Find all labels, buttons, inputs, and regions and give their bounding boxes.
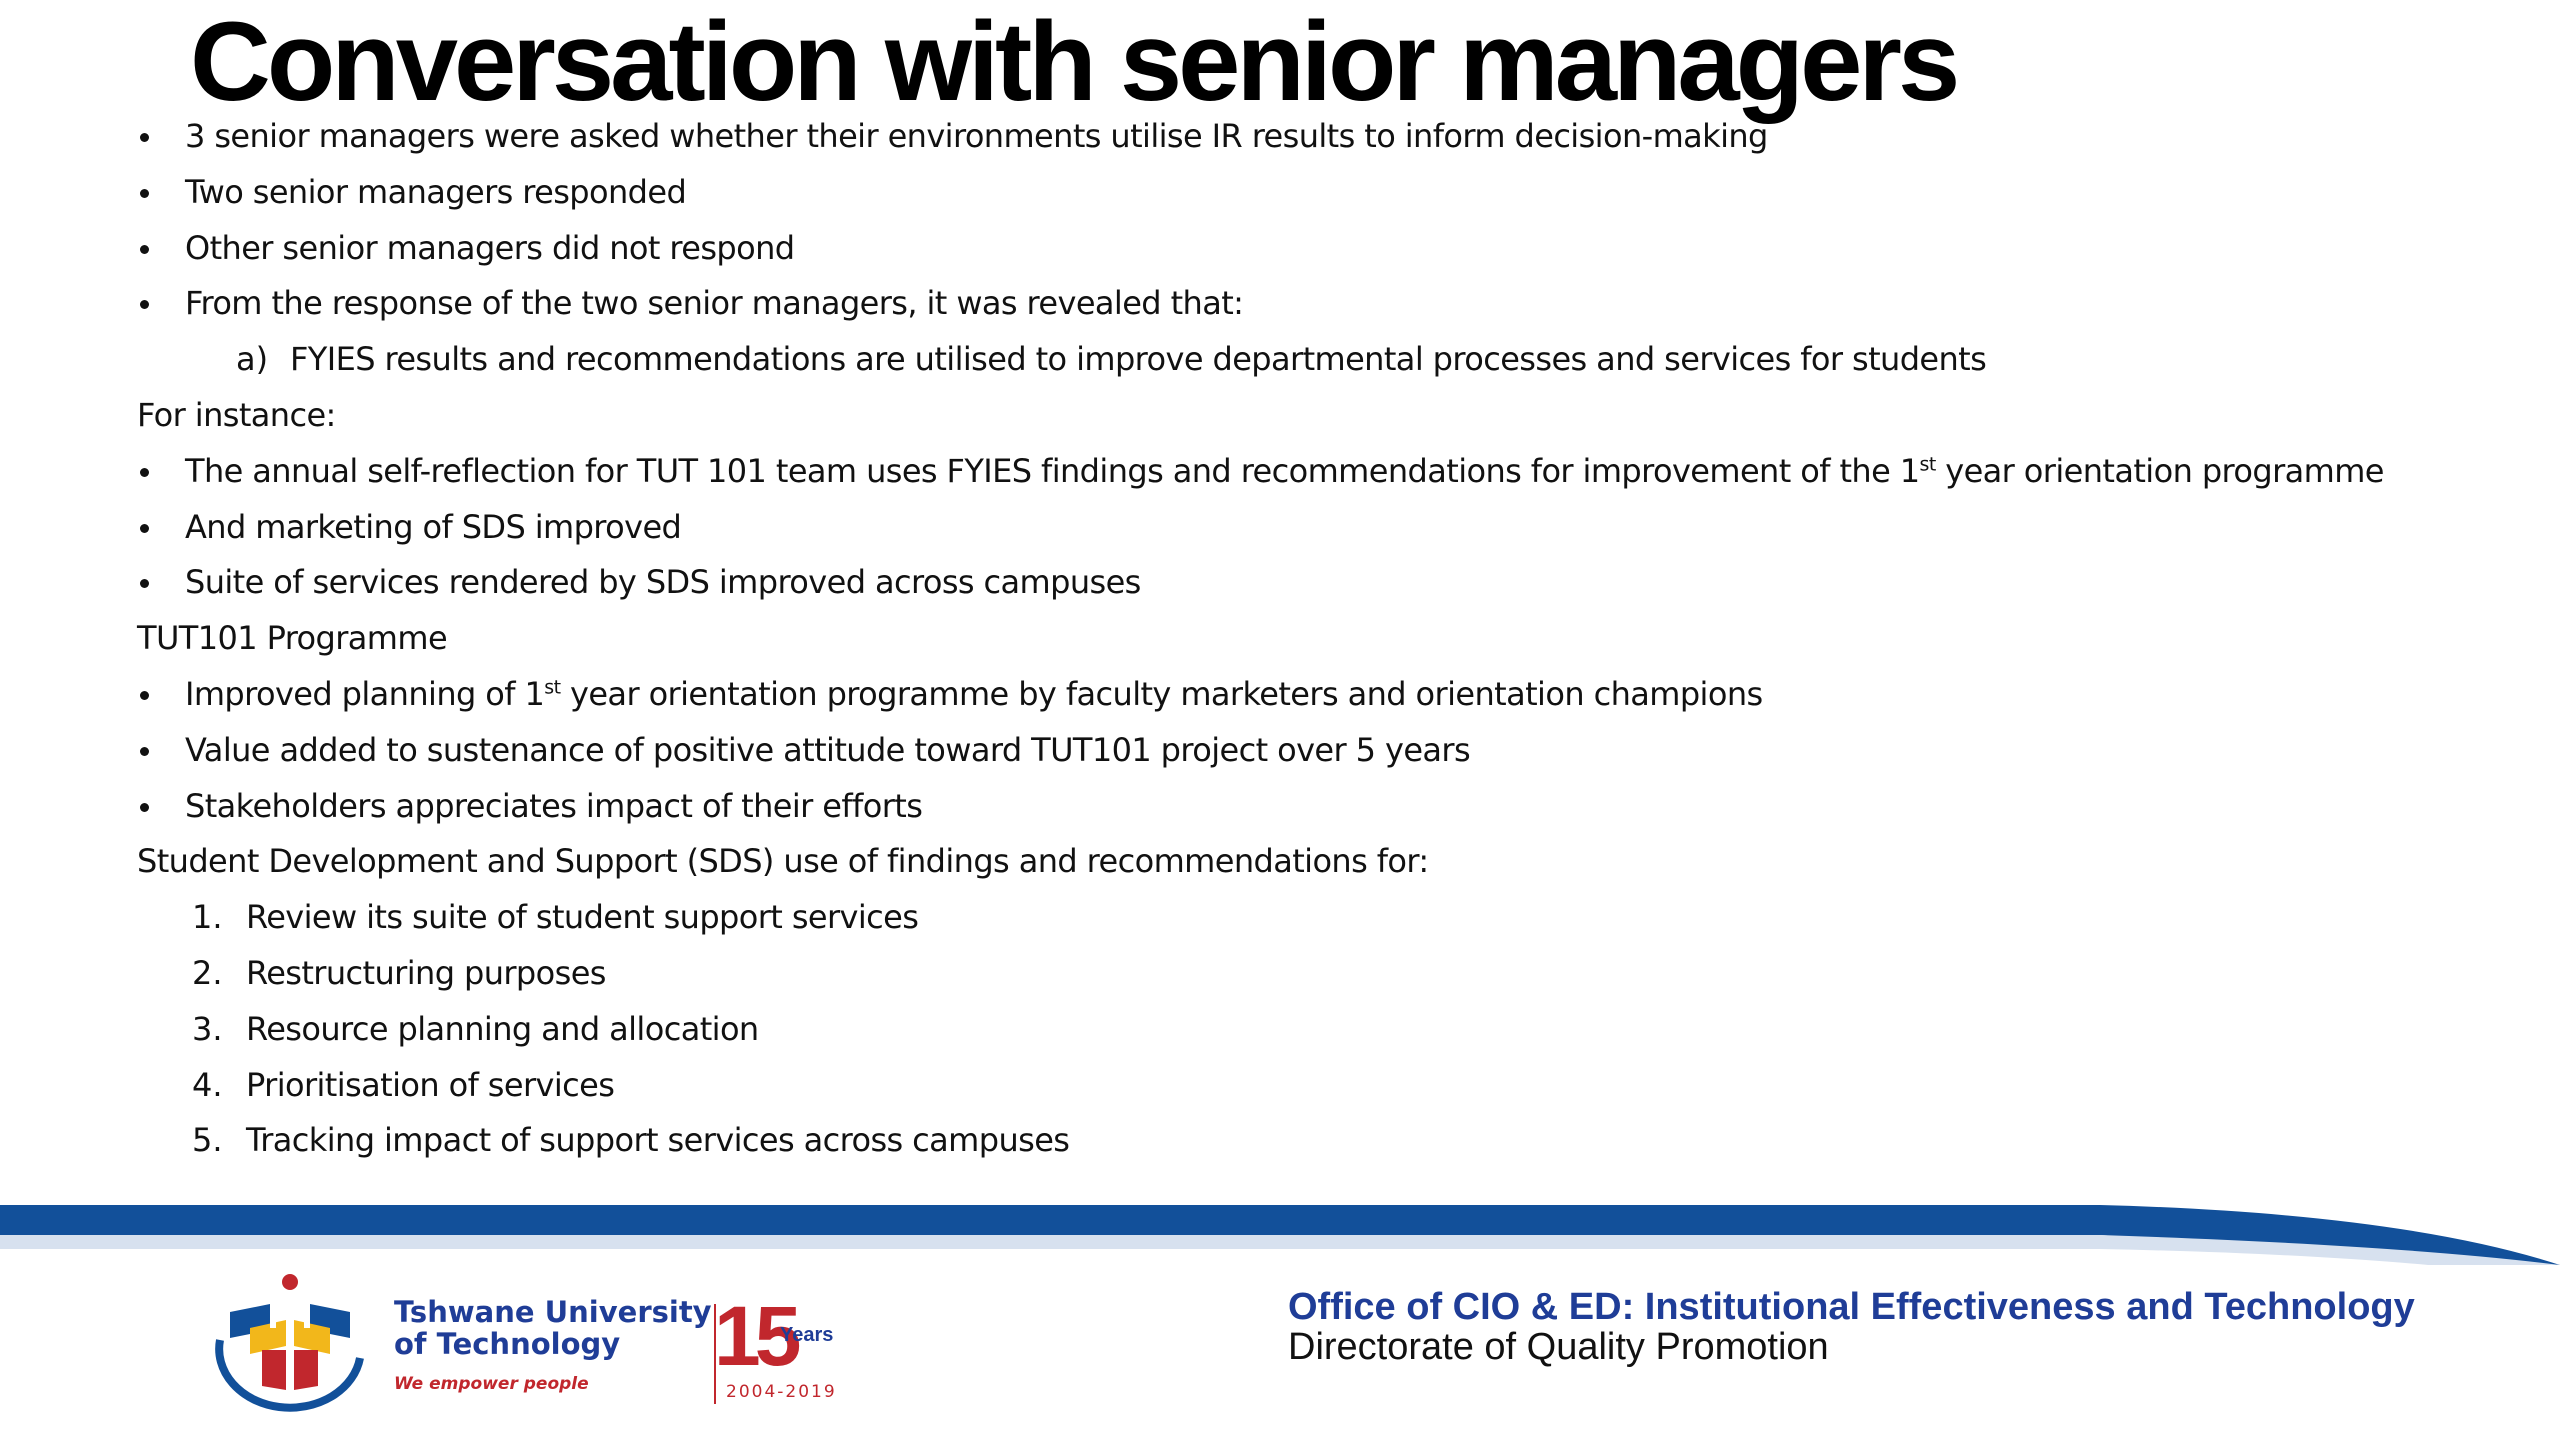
list-item-main-text: Tracking impact of support services across campuses (246, 1121, 1070, 1159)
list-item-text (246, 1120, 1069, 1160)
list-item-trailing-text: year orientation programme (1935, 452, 2384, 490)
bullet-icon (140, 189, 154, 203)
list-item-text (185, 786, 922, 826)
list-item-text (246, 1009, 759, 1049)
list-item-main-text: Restructuring purposes (246, 954, 606, 992)
list-item-text (185, 562, 1141, 602)
list-item-main-text: The annual self-reflection for TUT 101 team uses FYIES findings and recommendations for improvement of the 1 (185, 452, 1920, 490)
list-item-main-text: Student Development and Support (SDS) use of findings and recommendations for: (137, 842, 1429, 880)
bullet-icon (140, 133, 154, 147)
anniversary-range: 2004-2019 (726, 1382, 837, 1402)
superscript-text: st (544, 676, 561, 699)
bullet-icon (140, 691, 154, 705)
bullet-icon (140, 803, 154, 817)
slide-title: Conversation with senior managers (190, 0, 1957, 124)
university-name: Tshwane University of Technology (394, 1295, 712, 1361)
bullet-icon (140, 300, 154, 314)
bullet-icon (140, 245, 154, 259)
list-item-main-text: TUT101 Programme (137, 619, 448, 657)
list-item-text (246, 1065, 614, 1105)
anniversary-word: Years (780, 1324, 834, 1346)
section-heading-text (137, 841, 1429, 881)
section-heading-text (137, 395, 336, 435)
list-item-main-text: FYIES results and recommendations are utilised to improve departmental processes and services for students (290, 340, 1987, 378)
tut-emblem-icon (200, 1268, 380, 1418)
bullet-icon (140, 468, 154, 482)
list-item-main-text: For instance: (137, 396, 336, 434)
section-heading-text (137, 618, 447, 658)
directorate-name: Directorate of Quality Promotion (1288, 1326, 1829, 1368)
list-item-main-text: Value added to sustenance of positive attitude toward TUT101 project over 5 years (185, 731, 1471, 769)
anniversary-number: 15 (714, 1289, 796, 1383)
list-item-main-text: Prioritisation of services (246, 1066, 615, 1104)
list-item-text (185, 116, 1768, 156)
list-number: 3. (192, 1010, 223, 1048)
footer-office-block (1288, 1288, 2508, 1368)
list-item-main-text: Two senior managers responded (185, 173, 687, 211)
list-item-text (290, 339, 1986, 379)
list-number: 4. (192, 1066, 223, 1104)
list-item-main-text: Review its suite of student support services (246, 898, 919, 936)
list-item-text (185, 228, 795, 268)
tut-logo (200, 1268, 850, 1418)
list-item-text (246, 953, 606, 993)
list-number: 5. (192, 1121, 223, 1159)
office-name: Office of CIO & ED: Institutional Effectiveness and Technology (1288, 1286, 2415, 1328)
list-item-text (185, 283, 1243, 323)
list-item-main-text: Other senior managers did not respond (185, 229, 795, 267)
list-item-text (185, 451, 2384, 491)
university-tagline: We empower people (394, 1374, 589, 1394)
footer-band (0, 1205, 2560, 1265)
list-item-text (246, 897, 918, 937)
bullet-icon (140, 579, 154, 593)
list-item-main-text: Stakeholders appreciates impact of their efforts (185, 787, 923, 825)
list-item-main-text: 3 senior managers were asked whether their environments utilise IR results to inform decision-making (185, 117, 1768, 155)
list-item-text (185, 674, 1763, 714)
list-item-trailing-text: year orientation programme by faculty marketers and orientation champions (560, 675, 1763, 713)
superscript-text: st (1919, 453, 1936, 476)
list-number: 1. (192, 898, 223, 936)
list-item-main-text: From the response of the two senior managers, it was revealed that: (185, 284, 1244, 322)
list-item-main-text: Suite of services rendered by SDS improved across campuses (185, 563, 1141, 601)
list-item-main-text: And marketing of SDS improved (185, 508, 682, 546)
list-item-text (185, 730, 1470, 770)
list-item-text (185, 507, 681, 547)
list-item-main-text: Improved planning of 1 (185, 675, 545, 713)
list-number: 2. (192, 954, 223, 992)
list-item-main-text: Resource planning and allocation (246, 1010, 759, 1048)
bullet-icon (140, 747, 154, 761)
bullet-icon (140, 524, 154, 538)
list-item-text (185, 172, 686, 212)
sub-item-marker: a) (236, 340, 269, 378)
